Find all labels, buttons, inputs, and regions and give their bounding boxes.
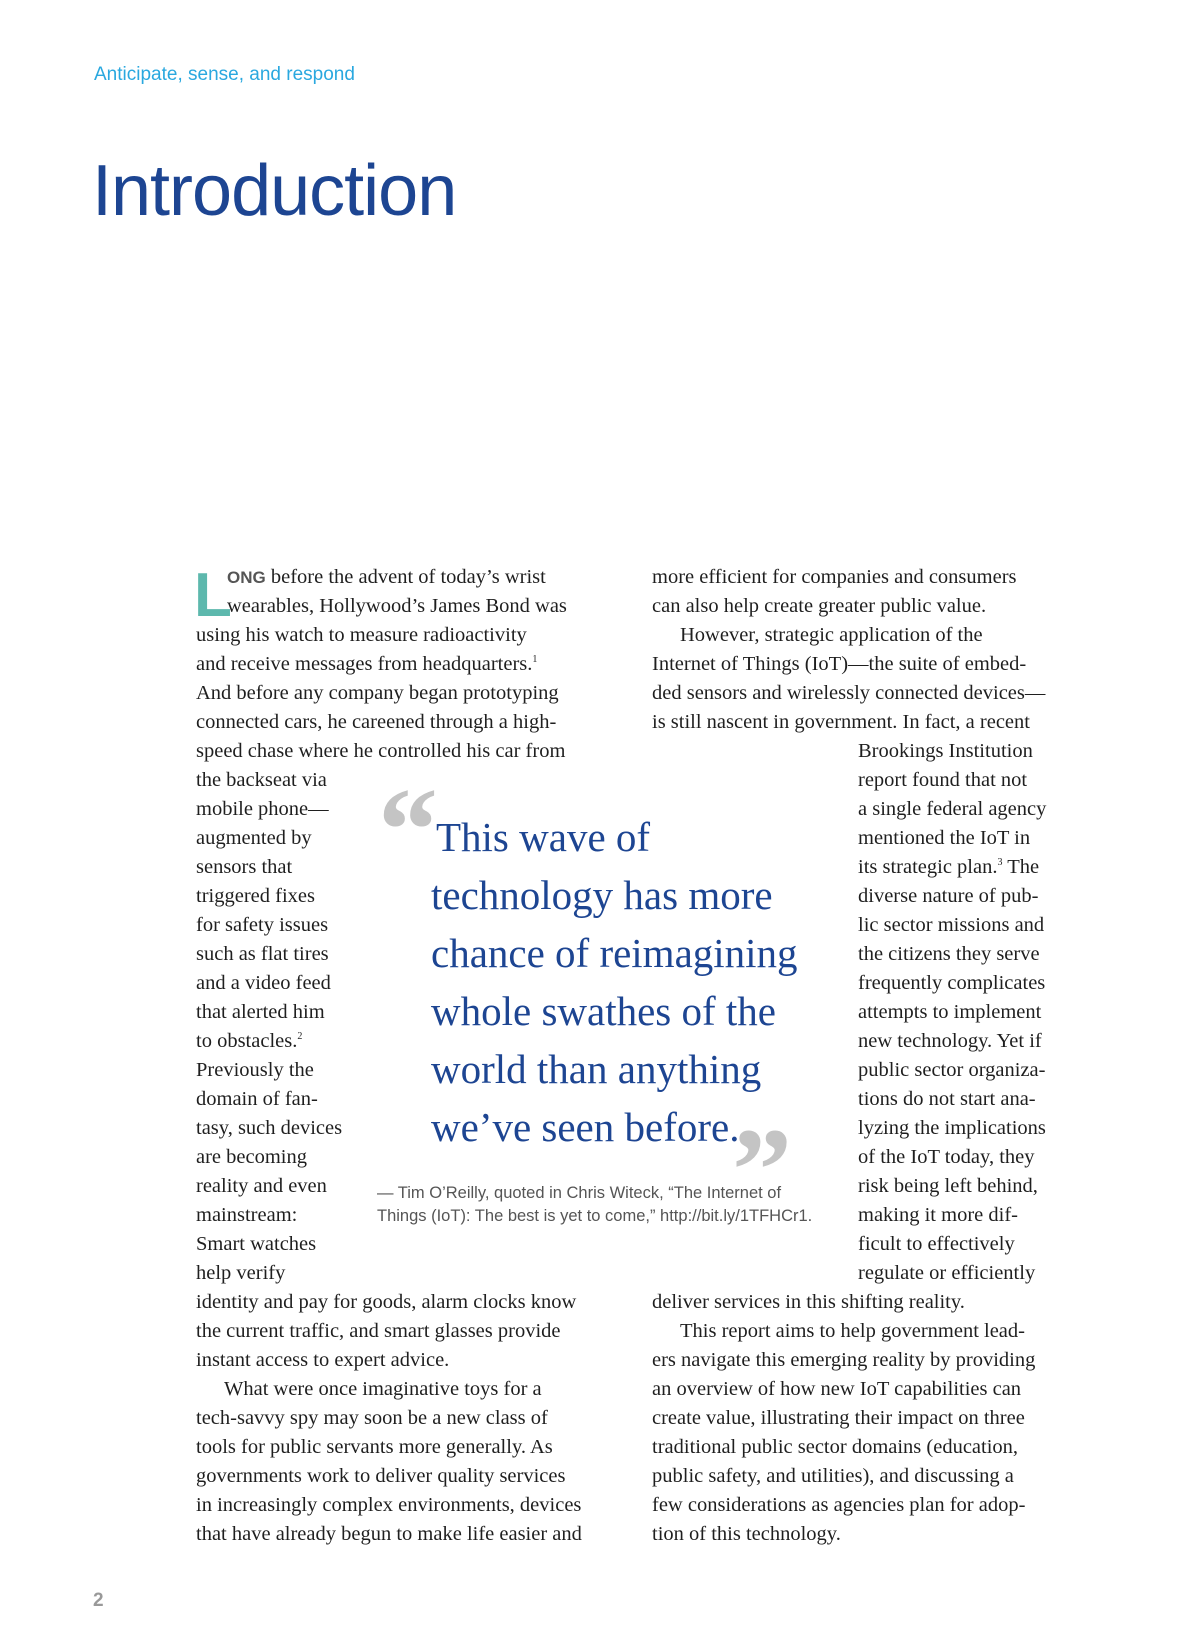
body-line: that have already begun to make life easier and xyxy=(196,1523,582,1545)
body-line: governments work to deliver quality services xyxy=(196,1465,566,1487)
body-line: reality and even xyxy=(196,1175,327,1197)
body-line: attempts to implement xyxy=(858,1001,1042,1023)
footnote-mark: 2 xyxy=(297,1031,303,1042)
body-line: public safety, and utilities), and discussing a xyxy=(652,1465,1014,1487)
body-line: lyzing the implications xyxy=(858,1117,1046,1139)
body-line: making it more dif- xyxy=(858,1204,1018,1226)
body-line: to obstacles.$^2$ xyxy=(196,1030,303,1052)
body-line: And before any company began prototyping xyxy=(196,682,559,704)
body-line: tools for public servants more generally. As xyxy=(196,1436,553,1458)
body-line: traditional public sector domains (education, xyxy=(652,1436,1019,1458)
body-line: Previously the xyxy=(196,1059,314,1081)
body-line: ers navigate this emerging reality by providing xyxy=(652,1349,1036,1371)
body-line: connected cars, he careened through a high- xyxy=(196,711,557,733)
running-header: Anticipate, sense, and respond xyxy=(94,64,355,85)
body-line: identity and pay for goods, alarm clocks know xyxy=(196,1291,577,1313)
body-line: that alerted him xyxy=(196,1001,325,1023)
body-line: such as flat tires xyxy=(196,943,329,965)
body-line: new technology. Yet if xyxy=(858,1030,1042,1052)
footnote-mark: 3 xyxy=(997,857,1003,868)
pull-quote-line: we’ve seen before. xyxy=(431,1104,740,1150)
body-line: diverse nature of pub- xyxy=(858,885,1039,907)
drop-cap: L xyxy=(194,561,232,630)
body-line: augmented by xyxy=(196,827,312,849)
body-line: of the IoT today, they xyxy=(858,1146,1035,1168)
body-line: report found that not xyxy=(858,769,1028,791)
close-quote-mark: ” xyxy=(732,1103,792,1236)
body-line: mainstream: xyxy=(196,1204,298,1226)
pull-quote-line: chance of reimagining xyxy=(431,930,798,976)
body-line: triggered fixes xyxy=(196,885,315,907)
body-line: Internet of Things (IoT)—the suite of embed- xyxy=(652,653,1027,675)
body-line: domain of fan- xyxy=(196,1088,318,1110)
body-line: more efficient for companies and consumers xyxy=(652,566,1017,588)
body-line: tasy, such devices xyxy=(196,1117,343,1139)
body-line: tech-savvy spy may soon be a new class of xyxy=(196,1407,548,1429)
body-line: in increasingly complex environments, devices xyxy=(196,1494,582,1516)
quote-attribution-line: — Tim O’Reilly, quoted in Chris Witeck, “The Internet of xyxy=(377,1184,782,1202)
body-line: help verify xyxy=(196,1262,286,1284)
body-line: can also help create greater public value. xyxy=(652,595,987,617)
body-line: the citizens they serve xyxy=(858,943,1040,965)
body-line: a single federal agency xyxy=(858,798,1047,820)
body-line: lic sector missions and xyxy=(858,914,1045,936)
body-line: However, strategic application of the xyxy=(680,624,983,646)
body-line: is still nascent in government. In fact, a recent xyxy=(652,711,1030,733)
body-line: the backseat via xyxy=(196,769,327,791)
body-line: This report aims to help government lead- xyxy=(680,1320,1025,1342)
body-line: What were once imaginative toys for a xyxy=(224,1378,542,1400)
body-line: few considerations as agencies plan for adop- xyxy=(652,1494,1026,1516)
body-line: ONG before the advent of today’s wrist xyxy=(227,566,546,588)
page-title: Introduction xyxy=(92,151,457,231)
body-line: speed chase where he controlled his car from xyxy=(196,740,566,762)
footnote-mark: 1 xyxy=(532,654,538,665)
body-line: risk being left behind, xyxy=(858,1175,1038,1197)
body-line: its strategic plan.$^3$ The xyxy=(858,856,1040,878)
body-line: are becoming xyxy=(196,1146,307,1168)
body-line: instant access to expert advice. xyxy=(196,1349,450,1371)
body-line: tion of this technology. xyxy=(652,1523,841,1545)
open-quote-mark: “ xyxy=(378,763,438,896)
body-line: deliver services in this shifting reality. xyxy=(652,1291,965,1313)
body-line: frequently complicates xyxy=(858,972,1046,994)
body-line: the current traffic, and smart glasses provide xyxy=(196,1320,561,1342)
body-line: using his watch to measure radioactivity xyxy=(196,624,527,646)
quote-attribution-line: Things (IoT): The best is yet to come,” http://bit.ly/1TFHCr1. xyxy=(377,1207,813,1225)
body-line: Brookings Institution xyxy=(858,740,1033,762)
body-line: tions do not start ana- xyxy=(858,1088,1036,1110)
body-line: Smart watches xyxy=(196,1233,317,1255)
lead-in-smallcaps: ONG xyxy=(227,568,266,587)
body-line: public sector organiza- xyxy=(858,1059,1046,1081)
body-line: and a video feed xyxy=(196,972,331,994)
body-line: an overview of how new IoT capabilities can xyxy=(652,1378,1022,1400)
pull-quote-line: world than anything xyxy=(431,1046,762,1092)
body-line: for safety issues xyxy=(196,914,329,936)
pull-quote-line: whole swathes of the xyxy=(431,988,776,1034)
body-line: mobile phone— xyxy=(196,798,329,820)
body-line: mentioned the IoT in xyxy=(858,827,1031,849)
body-line: and receive messages from headquarters.$^1$ xyxy=(196,653,538,675)
pull-quote-line: technology has more xyxy=(431,872,773,918)
body-line: create value, illustrating their impact on three xyxy=(652,1407,1025,1429)
body-line: regulate or efficiently xyxy=(858,1262,1036,1284)
body-line: ded sensors and wirelessly connected devices— xyxy=(652,682,1046,704)
pull-quote-line: This wave of xyxy=(436,814,651,860)
body-line: ficult to effectively xyxy=(858,1233,1015,1255)
body-line: wearables, Hollywood’s James Bond was xyxy=(227,595,567,617)
page-number: 2 xyxy=(93,1590,104,1611)
body-line: sensors that xyxy=(196,856,293,878)
